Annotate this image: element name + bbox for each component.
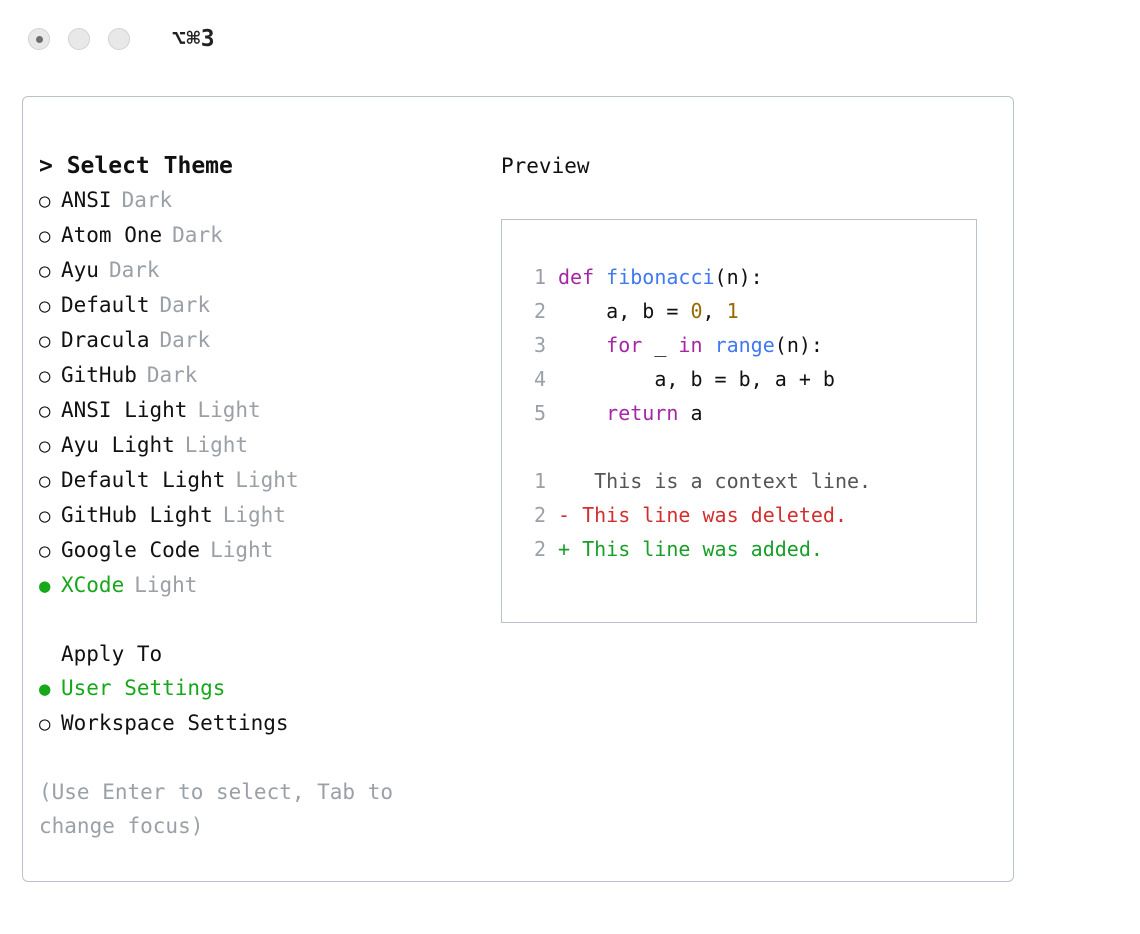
radio-unselected-icon: ○ bbox=[39, 400, 51, 422]
preview-heading: Preview bbox=[501, 154, 590, 178]
keyboard-shortcut-label: ⌥⌘3 bbox=[172, 26, 216, 52]
code-token: (n): bbox=[714, 265, 763, 289]
radio-unselected-icon: ○ bbox=[39, 225, 51, 247]
theme-name: Ayu Light bbox=[61, 433, 175, 457]
theme-list-item[interactable] bbox=[39, 393, 489, 428]
code-token: in bbox=[678, 333, 703, 357]
theme-list-item[interactable] bbox=[39, 568, 489, 603]
theme-name: ANSI Light bbox=[61, 398, 188, 422]
theme-variant-tag: Dark bbox=[146, 363, 198, 387]
theme-list-item[interactable] bbox=[39, 183, 489, 218]
section-spacer bbox=[39, 603, 489, 637]
line-number: 2 bbox=[533, 537, 546, 561]
preview-column bbox=[501, 149, 1001, 623]
code-line bbox=[520, 294, 976, 328]
radio-selected-icon: ● bbox=[39, 678, 51, 700]
theme-list-item[interactable] bbox=[39, 463, 489, 498]
code-token: fibonacci bbox=[606, 265, 715, 289]
line-number: 4 bbox=[533, 367, 546, 391]
theme-name: Ayu bbox=[61, 258, 99, 282]
line-number: 1 bbox=[533, 265, 546, 289]
line-number: 2 bbox=[533, 299, 546, 323]
code-token: (n): bbox=[774, 333, 823, 357]
code-token bbox=[558, 333, 606, 357]
theme-name: GitHub bbox=[61, 363, 137, 387]
code-line bbox=[520, 396, 976, 430]
theme-name: Atom One bbox=[61, 223, 163, 247]
radio-unselected-icon: ○ bbox=[39, 713, 51, 735]
preview-box bbox=[501, 219, 977, 623]
select-theme-heading: > Select Theme bbox=[39, 153, 233, 179]
radio-unselected-icon: ○ bbox=[39, 190, 51, 212]
apply-to-label: Workspace Settings bbox=[61, 711, 289, 735]
code-token: range bbox=[714, 333, 775, 357]
radio-unselected-icon: ○ bbox=[39, 365, 51, 387]
theme-variant-tag: Light bbox=[184, 433, 249, 457]
diff-marker: + bbox=[558, 537, 571, 561]
line-number: 5 bbox=[533, 401, 546, 425]
theme-name: XCode bbox=[61, 573, 125, 597]
code-token: a bbox=[678, 401, 703, 425]
radio-selected-icon: ● bbox=[39, 575, 51, 597]
theme-list-item[interactable] bbox=[39, 358, 489, 393]
code-token: _ bbox=[642, 333, 679, 357]
radio-unselected-icon: ○ bbox=[39, 435, 51, 457]
theme-variant-tag: Dark bbox=[108, 258, 160, 282]
line-number: 3 bbox=[533, 333, 546, 357]
code-line bbox=[520, 328, 976, 362]
theme-list-item[interactable] bbox=[39, 323, 489, 358]
code-token: 1 bbox=[726, 299, 739, 323]
theme-name: Google Code bbox=[61, 538, 201, 562]
theme-variant-tag: Light bbox=[235, 468, 299, 492]
theme-list-item[interactable] bbox=[39, 498, 489, 533]
theme-variant-tag: Light bbox=[197, 398, 261, 422]
traffic-light-close-inner bbox=[36, 36, 43, 43]
radio-unselected-icon: ○ bbox=[39, 260, 51, 282]
theme-variant-tag: Light bbox=[210, 538, 274, 562]
code-token bbox=[558, 401, 606, 425]
theme-variant-tag: Dark bbox=[121, 188, 173, 212]
diff-line bbox=[520, 464, 976, 498]
diff-marker: - bbox=[558, 503, 571, 527]
diff-text: This is a context line. bbox=[570, 469, 872, 493]
code-token: 0 bbox=[690, 299, 703, 323]
diff-sample bbox=[520, 464, 976, 566]
code-token: , bbox=[702, 299, 727, 323]
apply-to-list[interactable] bbox=[39, 671, 489, 741]
radio-unselected-icon: ○ bbox=[39, 470, 51, 492]
radio-unselected-icon: ○ bbox=[39, 540, 51, 562]
traffic-light-minimize[interactable] bbox=[68, 28, 90, 50]
code-token bbox=[703, 333, 715, 357]
theme-list-item[interactable] bbox=[39, 218, 489, 253]
code-token: def bbox=[558, 265, 607, 289]
keyboard-hint: (Use Enter to select, Tab to change focus) bbox=[39, 780, 406, 838]
line-number: 2 bbox=[533, 503, 546, 527]
theme-list-item[interactable] bbox=[39, 428, 489, 463]
code-token: a, b = b, a + b bbox=[558, 367, 835, 391]
radio-unselected-icon: ○ bbox=[39, 295, 51, 317]
diff-line bbox=[520, 532, 976, 566]
theme-variant-tag: Light bbox=[134, 573, 198, 597]
theme-variant-tag: Dark bbox=[172, 223, 223, 247]
apply-to-heading: Apply To bbox=[61, 642, 163, 666]
code-token: return bbox=[606, 401, 679, 425]
theme-variant-tag: Light bbox=[222, 503, 286, 527]
code-line bbox=[520, 362, 976, 396]
theme-name: Dracula bbox=[61, 328, 150, 352]
code-sample bbox=[520, 260, 976, 430]
theme-picker-panel bbox=[22, 96, 1014, 882]
diff-marker bbox=[558, 469, 570, 493]
code-blank-line bbox=[520, 430, 976, 464]
theme-name: GitHub Light bbox=[61, 503, 213, 527]
apply-to-item[interactable] bbox=[39, 671, 489, 706]
radio-unselected-icon: ○ bbox=[39, 505, 51, 527]
theme-list-item[interactable] bbox=[39, 288, 489, 323]
apply-to-item[interactable] bbox=[39, 706, 489, 741]
theme-list-item[interactable] bbox=[39, 533, 489, 568]
title-bar bbox=[0, 0, 1140, 78]
traffic-light-maximize[interactable] bbox=[108, 28, 130, 50]
diff-text: This line was deleted. bbox=[570, 503, 847, 527]
code-token: for bbox=[606, 333, 643, 357]
theme-selection-column bbox=[39, 149, 489, 843]
theme-name: Default bbox=[61, 293, 150, 317]
theme-name: ANSI bbox=[61, 188, 112, 212]
theme-list[interactable] bbox=[39, 183, 489, 603]
theme-variant-tag: Dark bbox=[159, 293, 211, 317]
line-number: 1 bbox=[533, 469, 546, 493]
diff-line bbox=[520, 498, 976, 532]
theme-variant-tag: Dark bbox=[159, 328, 211, 352]
radio-unselected-icon: ○ bbox=[39, 330, 51, 352]
theme-name: Default Light bbox=[61, 468, 226, 492]
traffic-light-close[interactable] bbox=[28, 28, 50, 50]
diff-text: This line was added. bbox=[570, 537, 823, 561]
code-line bbox=[520, 260, 976, 294]
theme-list-item[interactable] bbox=[39, 253, 489, 288]
apply-to-label: User Settings bbox=[61, 676, 226, 700]
code-token: a, b = bbox=[558, 299, 691, 323]
